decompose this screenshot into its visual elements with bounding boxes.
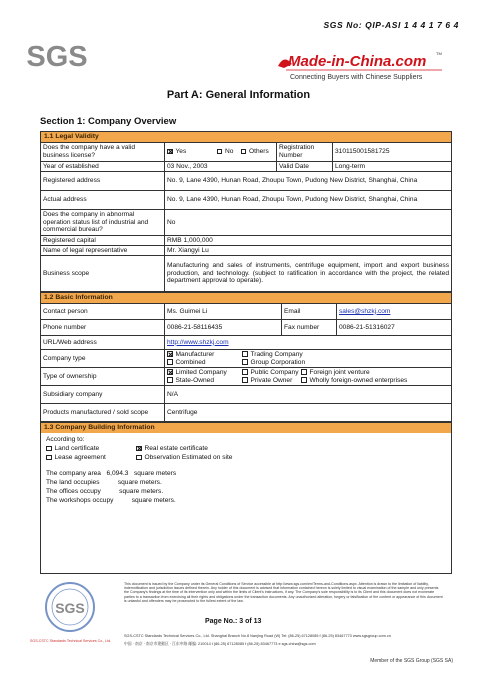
building-info-header: 1.3 Company Building Information: [40, 422, 452, 433]
made-in-china-logo: [276, 48, 446, 84]
ow-foreign: Foreign joint venture: [301, 369, 370, 377]
page-number: Page No.: 3 of 13: [205, 618, 262, 625]
business-scope-label: Business scope: [41, 256, 165, 292]
checkbox-icon: [167, 377, 173, 383]
according-to-label: According to:: [46, 436, 85, 443]
registered-address-value: No. 9, Lane 4390, Hunan Road, Zhoupu Town, Pudong New District, Shanghai, China: [165, 172, 452, 191]
basic-info-table: [40, 303, 452, 422]
workshops-occupy-line: The workshops occupy square meters.: [46, 497, 176, 504]
footer-address-cn: 中国 · 南京 · 南京市建邺区 · 江东中路 邮编: 210014 t (86-25) 67128085 f (86-25) 83467773 e sgs.china@sgs.com: [124, 642, 316, 646]
member-line: Member of the SGS Group (SGS SA): [370, 658, 453, 664]
sgs-logo-text: SGS: [26, 41, 88, 73]
svg-text:SGS: SGS: [55, 600, 85, 616]
phone-label: Phone number: [41, 320, 165, 336]
license-yes: Yes: [165, 143, 215, 162]
products-value: Centrifuge: [165, 404, 452, 422]
fax-label: Fax number: [282, 320, 337, 336]
sgs-logo: [26, 38, 88, 74]
footer-address-en: SGS-CSTC Standards Technical Services Co., Ltd. Shanghai Branch No.8 Nanjing Road (W) Tel: (86-25) 67128085 f (86-25) 83467773 www.sgsgroup.com.cn: [124, 634, 391, 638]
company-type-label: Company type: [41, 350, 165, 368]
mic-tm: TM: [436, 51, 442, 56]
year-established-label: Year of established: [41, 162, 165, 172]
checkbox-icon: [46, 455, 52, 461]
checkbox-icon: [46, 446, 52, 452]
legal-validity-header: 1.1 Legal Validity: [40, 131, 452, 142]
subsidiary-value: N/A: [165, 386, 452, 404]
offices-occupy-line: The offices occupy square meters.: [46, 488, 164, 495]
land-occupies-line: The land occupies square meters.: [46, 479, 162, 486]
checkbox-checked-icon: [167, 149, 173, 155]
ow-private: Private Owner: [242, 377, 301, 385]
subsidiary-label: Subsidiary company: [41, 386, 165, 404]
checkbox-icon: [136, 455, 142, 461]
checkbox-checked-icon: [136, 446, 142, 452]
ow-limited: Limited Company: [167, 369, 242, 377]
checkbox-icon: [242, 377, 248, 383]
license-no: No: [215, 143, 239, 162]
email-link[interactable]: sales@shzkj.com: [339, 307, 391, 315]
legal-representative-value: Mr. Xiangyi Lu: [165, 246, 452, 256]
opt-land-certificate: Land certificate: [46, 445, 136, 452]
actual-address-label: Actual address: [41, 191, 165, 210]
contact-person-value: Ms. Guimei Li: [165, 304, 282, 320]
abnormal-status-label: Does the company in abnormal operation status list of industrial and commercial bureau?: [41, 210, 165, 236]
fax-value: 0086-21-51316027: [337, 320, 452, 336]
company-type-options: [165, 350, 452, 368]
year-established-value: 03 Nov., 2003: [165, 162, 277, 172]
url-label: URL/Web address: [41, 336, 165, 350]
checkbox-icon: [301, 377, 307, 383]
checkbox-icon: [167, 359, 173, 365]
valid-date-label: Valid Date: [277, 162, 333, 172]
contact-person-label: Contact person: [41, 304, 165, 320]
ct-trading: Trading Company: [242, 351, 303, 359]
registered-address-label: Registered address: [41, 172, 165, 191]
opt-observation: Observation Estimated on site: [136, 454, 232, 461]
checkbox-checked-icon: [167, 351, 173, 357]
registered-capital-value: RMB 1,000,000: [165, 236, 452, 246]
email-value[interactable]: [337, 304, 452, 320]
ct-manufacturer: Manufacturer: [167, 351, 242, 359]
license-others: Others: [239, 143, 277, 162]
email-label: Email: [282, 304, 337, 320]
mic-logo-text: Made-in-China.com: [288, 53, 427, 70]
checkbox-icon: [241, 149, 247, 155]
valid-license-label: Does the company have a valid business license?: [41, 143, 165, 162]
checkbox-icon: [242, 359, 248, 365]
business-scope-value: Manufacturing and sales of instruments, centrifuge equipment, import and export business production, and technology. (subject to ratification in accordance with the project, the related department approval to operate).: [165, 256, 452, 292]
ow-wholly: Wholly foreign-owned enterprises: [301, 377, 407, 385]
checkbox-checked-icon: [167, 369, 173, 375]
building-options-row-2: [46, 454, 232, 461]
opt-real-estate: Real estate certificate: [136, 445, 208, 452]
building-options-row-1: [46, 445, 208, 452]
company-overview-form: [40, 131, 452, 574]
registered-capital-label: Registered capital: [41, 236, 165, 246]
registration-number-label: Registration Number: [277, 143, 333, 162]
legal-representative-label: Name of legal representative: [41, 246, 165, 256]
building-info-box: [40, 433, 452, 574]
sgs-number: SGS No: QIP-ASI 1 4 4 1 7 6 4: [323, 20, 459, 30]
abnormal-status-value: No: [165, 210, 452, 236]
section-title: Section 1: Company Overview: [40, 116, 177, 127]
ct-group: Group Corporation: [242, 359, 305, 367]
opt-lease-agreement: Lease agreement: [46, 454, 136, 461]
report-title: Part A: General Information: [166, 89, 311, 101]
mic-tagline: Connecting Buyers with Chinese Suppliers: [290, 74, 423, 81]
registration-number-value: 310115001581725: [333, 143, 452, 162]
url-value[interactable]: [165, 336, 452, 350]
legal-disclaimer: This document is issued by the Company under its General Conditions of Service accessible at http://www.sgs.com/en/Terms-and-Conditions.aspx. Attention is drawn to the limitation of liability, indemnification and jurisdiction issues defined therein. Any holder of this document is advised that information contained hereon is solely limited to visual examination of the sample and only presents the Company's findings at the time of its intervention only and within the limits of Client's instructions, if any. The Company's sole responsibility is to its Client and this document does not exonerate parties to a transaction from exercising all their rights and obligations under the transaction documents. Any unauthorized alteration, forgery or falsification of the content or appearance of this document is unlawful and offenders may be prosecuted to the fullest extent of the law.: [124, 582, 443, 603]
legal-validity-table: [40, 142, 452, 292]
valid-date-value: Long-term: [333, 162, 452, 172]
checkbox-icon: [242, 351, 248, 357]
website-link[interactable]: http://www.shzkj.com: [167, 338, 229, 346]
products-label: Products manufactured / sold scope: [41, 404, 165, 422]
phone-value: 0086-21-58116435: [165, 320, 282, 336]
checkbox-icon: [242, 369, 248, 375]
stamp-caption: SGS-CSTC Standards Technical Services Co., Ltd.: [30, 639, 112, 643]
basic-info-header: 1.2 Basic Information: [40, 292, 452, 303]
ct-combined: Combined: [167, 359, 242, 367]
ow-public: Public Company: [242, 369, 301, 377]
actual-address-value: No. 9, Lane 4390, Hunan Road, Zhoupu Town, Pudong New District, Shanghai, China: [165, 191, 452, 210]
company-area-line: The company area 6,094.3 square meters: [46, 470, 177, 477]
checkbox-icon: [217, 149, 223, 155]
ownership-label: Type of ownership: [41, 368, 165, 386]
ownership-options: [165, 368, 452, 386]
ow-state: State-Owned: [167, 377, 242, 385]
checkbox-icon: [301, 369, 307, 375]
